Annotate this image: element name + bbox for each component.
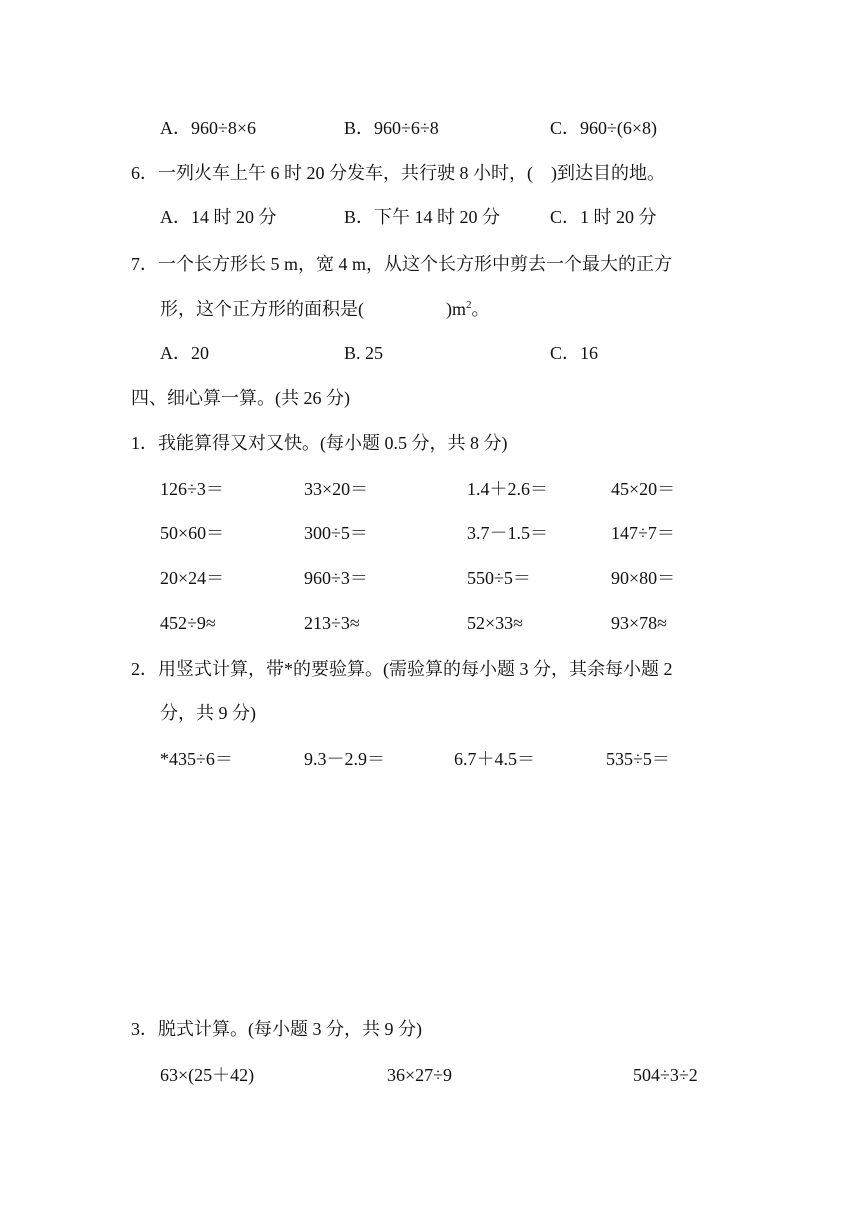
q6-option-c: C．1 时 20 分	[550, 207, 657, 227]
p1-item: 50×60＝	[160, 523, 225, 543]
p2-item: 535÷5＝	[606, 749, 670, 769]
p1-item: 52×33≈	[467, 613, 524, 633]
p1-item: 126÷3＝	[160, 479, 224, 499]
q6-option-a: A．14 时 20 分	[160, 207, 277, 227]
p3-item: 504÷3÷2	[633, 1065, 698, 1085]
p2-title-line2: 分，共 9 分)	[160, 703, 256, 723]
q7-option-b: B. 25	[344, 343, 384, 363]
q7-stem-line2	[160, 297, 490, 321]
p1-item: 33×20＝	[304, 479, 369, 499]
p1-item: 90×80＝	[611, 568, 676, 588]
q6-stem-before: 6．一列火车上午 6 时 20 分发车，共行驶 8 小时，(	[131, 163, 533, 183]
p1-item: 93×78≈	[611, 613, 668, 633]
p1-item: 452÷9≈	[160, 613, 216, 633]
p1-item: 960÷3＝	[304, 568, 368, 588]
section4-heading: 四、细心算一算。(共 26 分)	[131, 388, 350, 408]
q5-option-a: A．960÷8×6	[160, 118, 257, 138]
q6-stem-after: )到达目的地。	[551, 163, 665, 183]
p3-item: 36×27÷9	[387, 1065, 453, 1085]
p2-title-line1: 2．用竖式计算，带*的要验算。(需验算的每小题 3 分，其余每小题 2	[131, 659, 673, 679]
p2-item: 9.3－2.9＝	[304, 749, 385, 769]
p2-item: *435÷6＝	[160, 749, 233, 769]
q5-option-b: B．960÷6÷8	[344, 118, 439, 138]
p2-item: 6.7＋4.5＝	[454, 749, 535, 769]
p1-title: 1．我能算得又对又快。(每小题 0.5 分，共 8 分)	[131, 433, 508, 453]
q7-line2-before: 形，这个正方形的面积是(	[160, 299, 364, 319]
q7-line2-end: 。	[471, 299, 490, 319]
q7-line2-after: )m	[446, 299, 466, 319]
q5-option-c: C．960÷(6×8)	[550, 118, 658, 138]
q6-option-b: B．下午 14 时 20 分	[344, 207, 501, 227]
q7-option-a: A．20	[160, 343, 209, 363]
p1-item: 147÷7＝	[611, 523, 675, 543]
q7-option-c: C．16	[550, 343, 599, 363]
q7-line2-superscript: 2	[466, 299, 472, 311]
p1-item: 213÷3≈	[304, 613, 360, 633]
p1-item: 20×24＝	[160, 568, 225, 588]
q6-stem	[131, 161, 665, 185]
q7-stem-line1: 7．一个长方形长 5 m，宽 4 m，从这个长方形中剪去一个最大的正方	[131, 254, 672, 274]
p3-item: 63×(25＋42)	[160, 1065, 255, 1085]
p1-item: 3.7－1.5＝	[467, 523, 548, 543]
p1-item: 300÷5＝	[304, 523, 368, 543]
p3-title: 3．脱式计算。(每小题 3 分，共 9 分)	[131, 1019, 422, 1039]
p1-item: 1.4＋2.6＝	[467, 479, 548, 499]
p1-item: 45×20＝	[611, 479, 676, 499]
p1-item: 550÷5＝	[467, 568, 531, 588]
